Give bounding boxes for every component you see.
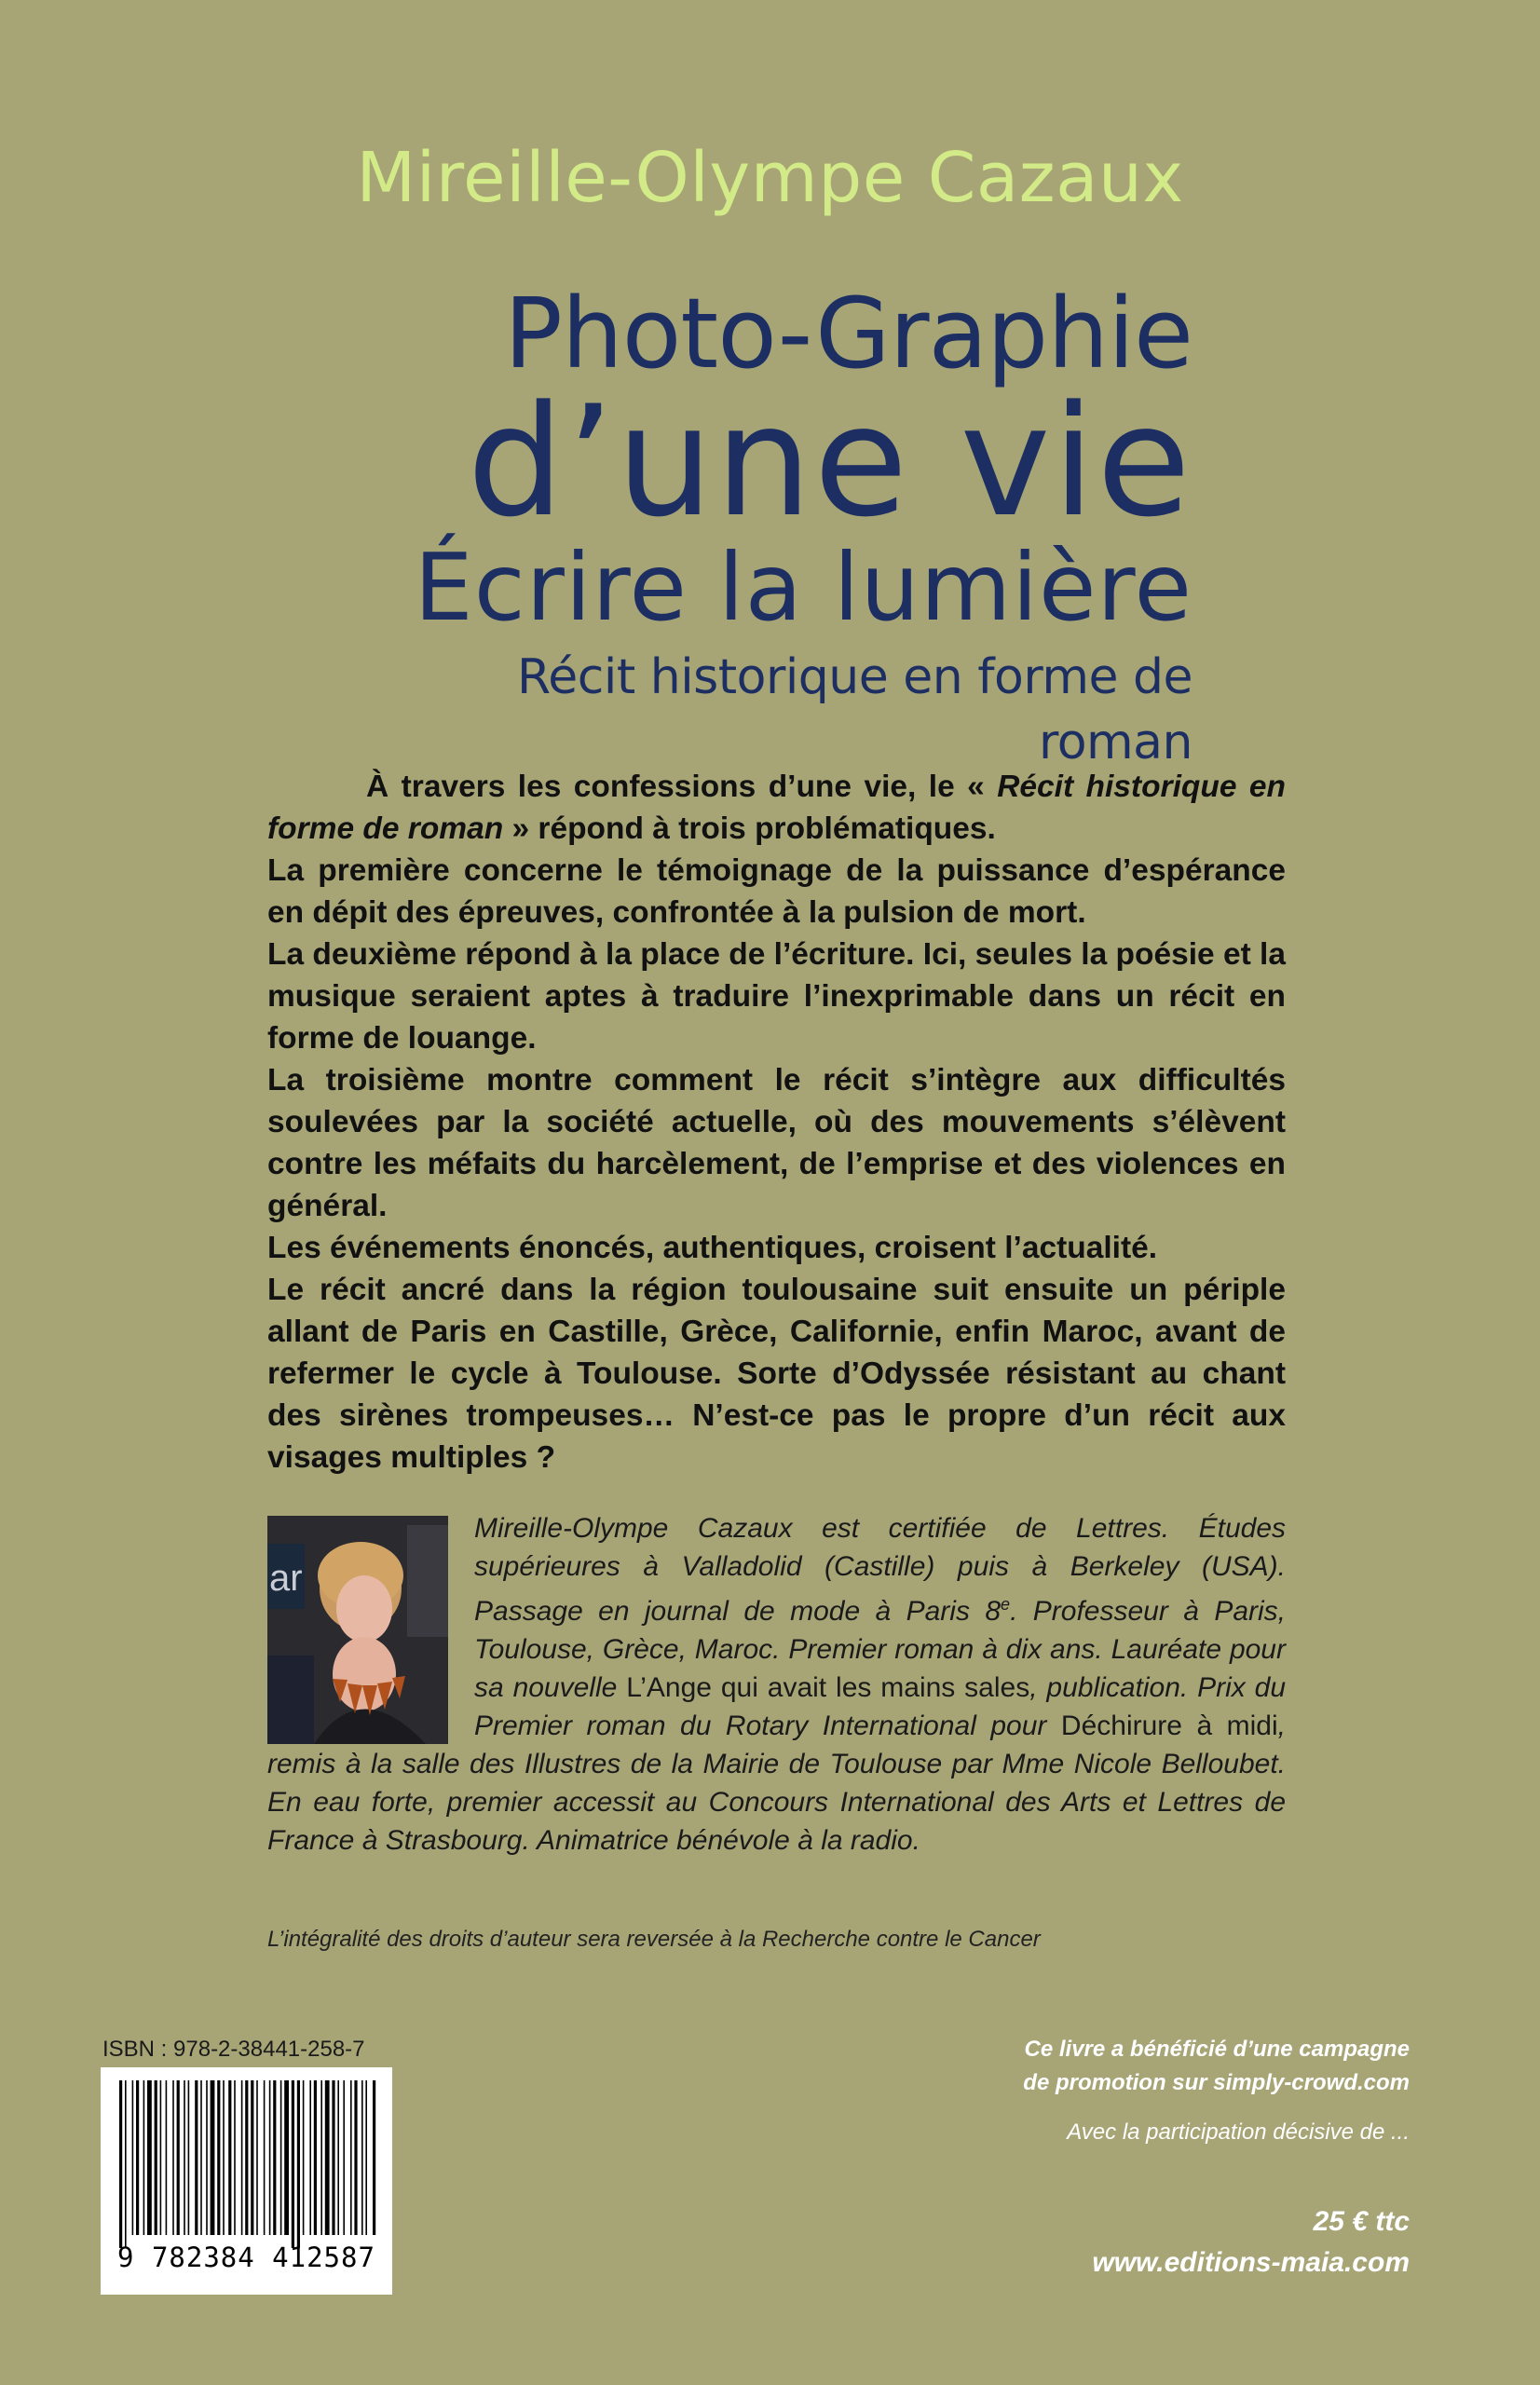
- barcode-bar: [195, 2080, 198, 2235]
- barcode-bar: [206, 2080, 208, 2235]
- barcode-bar: [234, 2080, 236, 2235]
- blurb-p1-end: » répond à trois problématiques.: [503, 811, 996, 846]
- photo-spacer: [267, 1509, 474, 1742]
- barcode-bar: [273, 2080, 276, 2235]
- bio-text-1: Mireille-Olympe Cazaux est certifiée de Lettres. Études supérieures à Valladolid (Castille) puis à Berkeley (USA). Passage en journal de mode à Paris 8: [474, 1513, 1286, 1627]
- barcode-bar: [280, 2080, 282, 2235]
- barcode-bar: [269, 2080, 271, 2235]
- barcode-bar: [320, 2080, 322, 2235]
- bio-text-3: , publication. Prix du Premier roman du Rotary International pour: [474, 1672, 1287, 1741]
- subtitle: Récit historique en forme de roman: [517, 649, 1192, 770]
- barcode-bar: [188, 2080, 190, 2235]
- title-line-2: d’une vie: [467, 373, 1192, 551]
- promo-line-1: Ce livre a bénéficié d’une campagne: [1024, 2037, 1410, 2062]
- bio-work-title-2: Déchirure à midi: [1060, 1710, 1278, 1741]
- promo-notice: [894, 2033, 1410, 2100]
- barcode-bar: [223, 2080, 225, 2235]
- blurb-paragraph-3: La deuxième répond à la place de l’écriture. Ici, seules la poésie et la musique seraient aptes à traduire l’inexprimable dans un récit en forme de louange.: [267, 937, 1286, 1056]
- barcode-bar: [136, 2080, 139, 2235]
- barcode-bar: [155, 2080, 157, 2235]
- book-title: [354, 279, 1192, 775]
- blurb-p1-start: À travers les confessions d’une vie, le «: [366, 770, 998, 804]
- blurb-paragraph-1: [267, 766, 1286, 850]
- barcode-bar: [228, 2080, 231, 2235]
- barcode-bar: [343, 2080, 345, 2235]
- blurb-paragraph-4: La troisième montre comment le récit s’intègre aux difficultés soulevées par la société actuelle, où des mouvements s’élèvent contre les méfaits du harcèlement, de l’emprise et des violences en général.: [267, 1063, 1286, 1223]
- barcode-bar: [217, 2080, 220, 2235]
- barcode-bar: [160, 2080, 162, 2235]
- author-bio: [267, 1509, 1286, 1860]
- barcode-bar: [354, 2080, 357, 2235]
- blurb-paragraph-6: Le récit ancré dans la région toulousaine suit ensuite un périple allant de Paris en Castille, Grèce, Californie, enfin Maroc, avant de refermer le cycle à Toulouse. Sorte d’Odyssée résistant au chant des sirènes trompeuses… N’est-ce pas le propre d’un récit aux visages multiples ?: [267, 1273, 1286, 1475]
- participation-note: Avec la participation décisive de ...: [1067, 2119, 1410, 2145]
- barcode-bar: [303, 2080, 305, 2235]
- title-line-3: Écrire la lumière: [414, 533, 1192, 642]
- barcode-bar: [325, 2080, 330, 2235]
- author-name: Mireille-Olympe Cazaux: [356, 138, 1184, 218]
- barcode-bar: [365, 2080, 367, 2235]
- barcode-bar: [361, 2080, 363, 2235]
- barcode-bar: [332, 2080, 334, 2235]
- publisher-website: www.editions-maia.com: [1092, 2247, 1410, 2278]
- bio-work-title-1: L’Ange qui avait les mains sales: [626, 1672, 1030, 1703]
- barcode-bar: [245, 2080, 248, 2235]
- barcode-bar: [119, 2080, 122, 2248]
- barcode-bar: [251, 2080, 253, 2235]
- back-cover-blurb: [267, 766, 1286, 1479]
- promo-line-2: de promotion sur simply-crowd.com: [1023, 2070, 1410, 2095]
- blurb-paragraph-2: La première concerne le témoignage de la puissance d’espérance en dépit des épreuves, confrontée à la pulsion de mort.: [267, 853, 1286, 930]
- barcode-bar: [172, 2080, 174, 2235]
- isbn-label: ISBN : 978-2-38441-258-7: [102, 2037, 365, 2062]
- barcode-bar: [373, 2080, 375, 2235]
- barcode-bar: [297, 2080, 300, 2248]
- bio-text-4: , remis à la salle des Illustres de la Mairie de Toulouse par Mme Nicole Belloubet. En eau forte, premier accessit au Concours International des Arts et Lettres de France à Strasbourg. Animatrice bénévole à la radio.: [267, 1710, 1286, 1856]
- barcode-bar: [166, 2080, 168, 2235]
- bio-text-2: . Professeur à Paris, Toulouse, Grèce, Maroc. Premier roman à dix ans. Lauréate pour sa nouvelle: [474, 1596, 1286, 1703]
- rights-note: L’intégralité des droits d’auteur sera reversée à la Recherche contre le Cancer: [267, 1927, 1041, 1952]
- svg-text:ar: ar: [269, 1558, 303, 1599]
- barcode-bar: [184, 2080, 185, 2235]
- barcode-bar: [314, 2080, 317, 2235]
- barcode-bar: [337, 2080, 339, 2235]
- barcode-bar: [350, 2080, 352, 2235]
- barcode-bar: [143, 2080, 145, 2235]
- bio-superscript: e: [1001, 1595, 1011, 1614]
- blurb-p1-italic: Récit historique en forme de roman: [267, 770, 1286, 846]
- barcode-bar: [284, 2080, 289, 2235]
- barcode-bar: [241, 2080, 243, 2235]
- barcode-bar: [309, 2080, 311, 2235]
- barcode-bar: [211, 2080, 215, 2235]
- barcode-number: 9 782384 412587: [117, 2242, 375, 2273]
- title-line-1: Photo-Graphie: [504, 277, 1192, 390]
- price: 25 € ttc: [1313, 2206, 1410, 2237]
- barcode-bar: [125, 2080, 127, 2248]
- barcode-bar: [200, 2080, 202, 2235]
- blurb-paragraph-5: Les événements énoncés, authentiques, croisent l’actualité.: [267, 1231, 1158, 1265]
- barcode-bar: [177, 2080, 180, 2235]
- barcode-bar: [256, 2080, 258, 2235]
- barcode-bar: [264, 2080, 266, 2235]
- barcode-bar: [292, 2080, 294, 2248]
- barcode-bar: [147, 2080, 152, 2235]
- barcode-bar: [132, 2080, 134, 2235]
